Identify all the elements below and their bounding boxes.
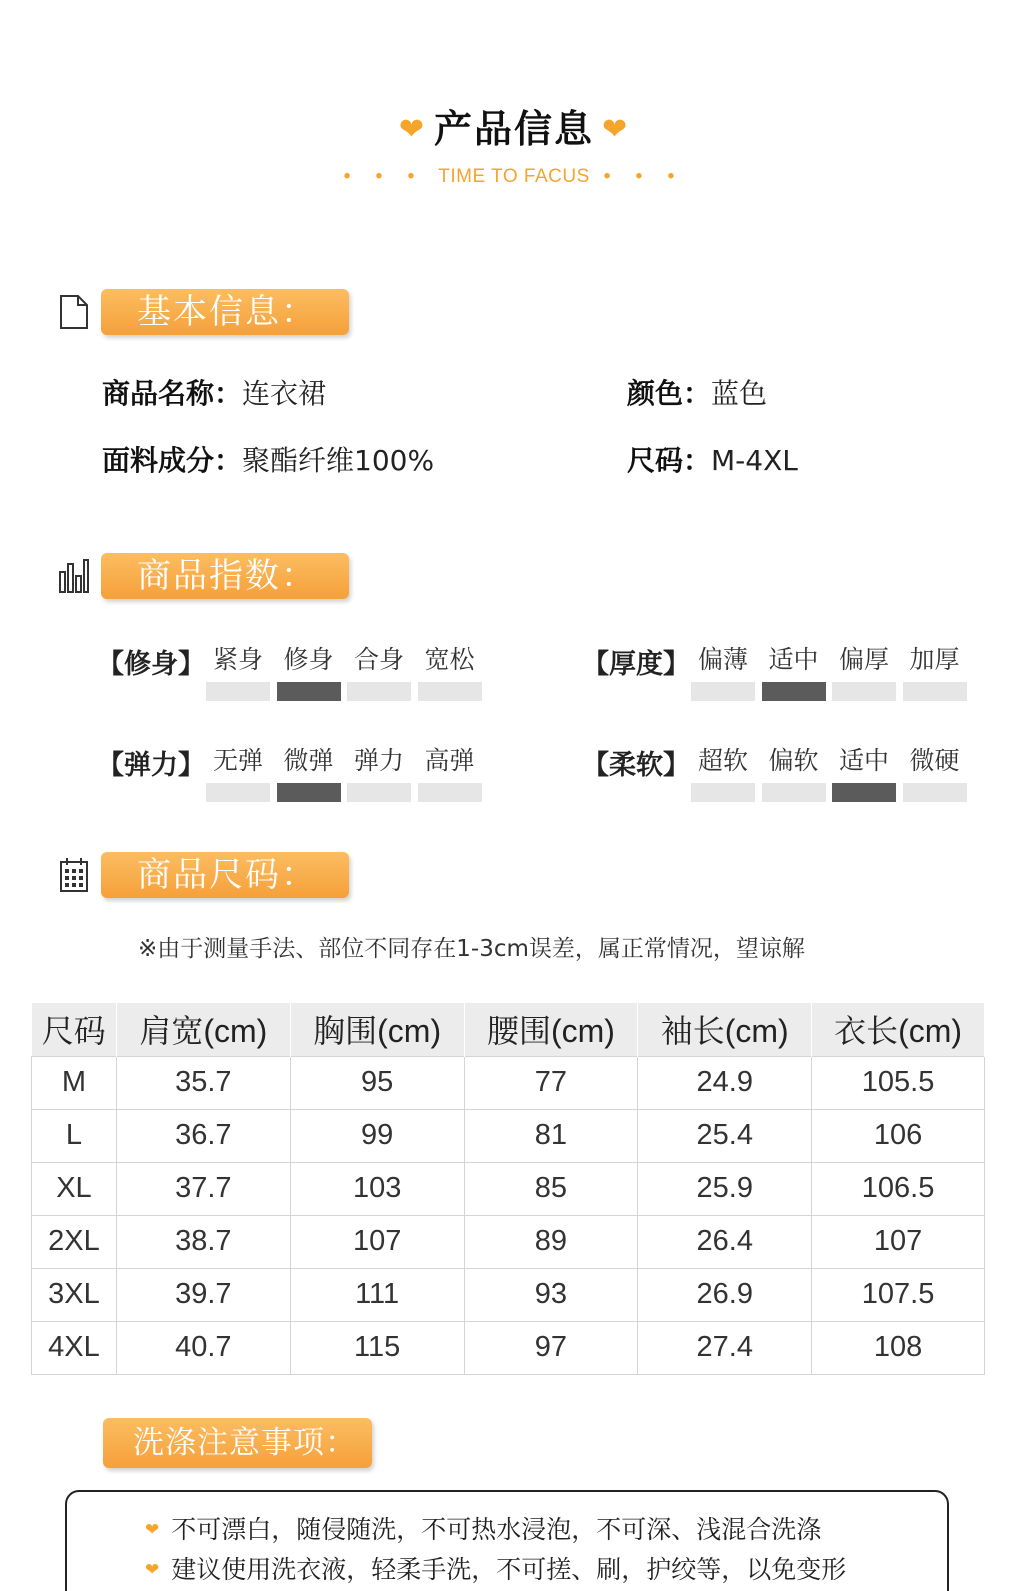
index-bar xyxy=(347,682,411,701)
page-subtitle xyxy=(0,166,1028,188)
table-cell: M xyxy=(32,1056,117,1109)
size-table-header-cell: 胸围(cm) xyxy=(290,1003,464,1056)
index-bar xyxy=(347,783,411,802)
bar-chart-icon xyxy=(58,558,90,594)
info-fabric: 面料成分：聚酯纤维100% xyxy=(102,444,435,477)
size-table-header-cell: 袖长(cm) xyxy=(638,1003,812,1056)
table-cell: 108 xyxy=(812,1321,985,1374)
info-size-range: 尺码：M-4XL xyxy=(627,444,798,477)
index-bar-selected xyxy=(277,783,341,802)
index-group-label: 【弹力】 xyxy=(97,750,205,781)
table-row xyxy=(32,1056,985,1109)
table-cell: XL xyxy=(32,1162,117,1215)
index-group-label: 【柔软】 xyxy=(582,750,690,781)
table-cell: 38.7 xyxy=(116,1215,290,1268)
table-cell: 99 xyxy=(290,1109,464,1162)
index-option: 偏厚 xyxy=(838,645,889,674)
index-bar xyxy=(418,783,482,802)
size-table-header-cell: 衣长(cm) xyxy=(812,1003,985,1056)
index-option: 修身 xyxy=(283,645,334,674)
table-cell: 105.5 xyxy=(812,1056,985,1109)
section-basic-info: 基本信息： xyxy=(101,289,349,335)
wash-line: ❤ 不可漂白，随侵随洗，不可热水浸泡，不可深、浅混合洗涤 xyxy=(145,1515,822,1544)
info-color: 颜色：蓝色 xyxy=(627,377,768,410)
dots-left: • • • xyxy=(343,166,425,187)
table-cell: 106 xyxy=(812,1109,985,1162)
table-cell: 35.7 xyxy=(116,1056,290,1109)
index-bar xyxy=(206,783,270,802)
index-option: 适中 xyxy=(838,746,889,775)
wash-line: ❤ 建议使用洗衣液，轻柔手洗，不可搓、刷，护绞等，以免变形 xyxy=(145,1555,847,1584)
table-cell: 107 xyxy=(812,1215,985,1268)
size-table xyxy=(31,1003,985,1375)
table-cell: 37.7 xyxy=(116,1162,290,1215)
index-bar-selected xyxy=(762,682,826,701)
index-option: 偏薄 xyxy=(697,645,748,674)
table-cell: 40.7 xyxy=(116,1321,290,1374)
table-cell: 2XL xyxy=(32,1215,117,1268)
index-option: 适中 xyxy=(768,645,819,674)
table-cell: L xyxy=(32,1109,117,1162)
table-cell: 81 xyxy=(464,1109,638,1162)
table-cell: 26.4 xyxy=(638,1215,812,1268)
index-bar xyxy=(903,682,967,701)
table-cell: 25.4 xyxy=(638,1109,812,1162)
table-cell: 106.5 xyxy=(812,1162,985,1215)
section-size: 商品尺码： xyxy=(101,852,349,898)
table-cell: 103 xyxy=(290,1162,464,1215)
index-option: 高弹 xyxy=(424,746,475,775)
table-cell: 111 xyxy=(290,1268,464,1321)
table-cell: 85 xyxy=(464,1162,638,1215)
index-bar xyxy=(903,783,967,802)
index-option: 超软 xyxy=(697,746,748,775)
index-option: 合身 xyxy=(353,645,404,674)
heart-icon: ❤ xyxy=(145,1560,160,1580)
size-note: ※由于测量手法、部位不同存在1-3cm误差，属正常情况，望谅解 xyxy=(138,936,805,962)
table-cell: 36.7 xyxy=(116,1109,290,1162)
info-name: 商品名称：连衣裙 xyxy=(102,377,327,410)
index-bar xyxy=(832,682,896,701)
table-cell: 95 xyxy=(290,1056,464,1109)
size-table-header-cell: 尺码 xyxy=(32,1003,117,1056)
size-table-header-cell: 腰围(cm) xyxy=(464,1003,638,1056)
document-icon xyxy=(58,294,90,330)
table-cell: 97 xyxy=(464,1321,638,1374)
table-cell: 115 xyxy=(290,1321,464,1374)
heart-icon: ❤ xyxy=(602,112,630,147)
calendar-grid-icon xyxy=(58,857,90,893)
table-cell: 3XL xyxy=(32,1268,117,1321)
index-bar-selected xyxy=(832,783,896,802)
index-bar xyxy=(762,783,826,802)
index-group-label: 【修身】 xyxy=(97,649,205,680)
page-subtitle-text: TIME TO FACUS xyxy=(438,166,590,187)
table-cell: 39.7 xyxy=(116,1268,290,1321)
table-row xyxy=(32,1215,985,1268)
index-option: 紧身 xyxy=(212,645,263,674)
table-cell: 25.9 xyxy=(638,1162,812,1215)
index-option: 无弹 xyxy=(212,746,263,775)
index-bar xyxy=(691,682,755,701)
index-bar xyxy=(691,783,755,802)
table-cell: 24.9 xyxy=(638,1056,812,1109)
dots-right: • • • xyxy=(603,166,685,187)
table-cell: 89 xyxy=(464,1215,638,1268)
table-row xyxy=(32,1109,985,1162)
table-cell: 4XL xyxy=(32,1321,117,1374)
table-cell: 107.5 xyxy=(812,1268,985,1321)
index-option: 微弹 xyxy=(283,746,334,775)
table-cell: 107 xyxy=(290,1215,464,1268)
index-bar xyxy=(206,682,270,701)
index-option: 弹力 xyxy=(353,746,404,775)
heart-icon: ❤ xyxy=(398,112,426,147)
index-bar xyxy=(418,682,482,701)
index-bar-selected xyxy=(277,682,341,701)
index-option: 微硬 xyxy=(909,746,960,775)
table-row xyxy=(32,1321,985,1374)
index-option: 偏软 xyxy=(768,746,819,775)
size-table-header-cell: 肩宽(cm) xyxy=(116,1003,290,1056)
page-title xyxy=(0,98,1028,153)
table-row xyxy=(32,1268,985,1321)
table-cell: 93 xyxy=(464,1268,638,1321)
page-title-text: 产品信息 xyxy=(433,107,594,151)
table-cell: 77 xyxy=(464,1056,638,1109)
index-option: 加厚 xyxy=(909,645,960,674)
index-option: 宽松 xyxy=(424,645,475,674)
section-product-index: 商品指数： xyxy=(101,553,349,599)
size-table-header xyxy=(32,1003,985,1056)
table-cell: 26.9 xyxy=(638,1268,812,1321)
table-row xyxy=(32,1162,985,1215)
heart-icon: ❤ xyxy=(145,1520,160,1540)
section-wash: 洗涤注意事项： xyxy=(103,1418,372,1468)
table-cell: 27.4 xyxy=(638,1321,812,1374)
index-group-label: 【厚度】 xyxy=(582,649,690,680)
